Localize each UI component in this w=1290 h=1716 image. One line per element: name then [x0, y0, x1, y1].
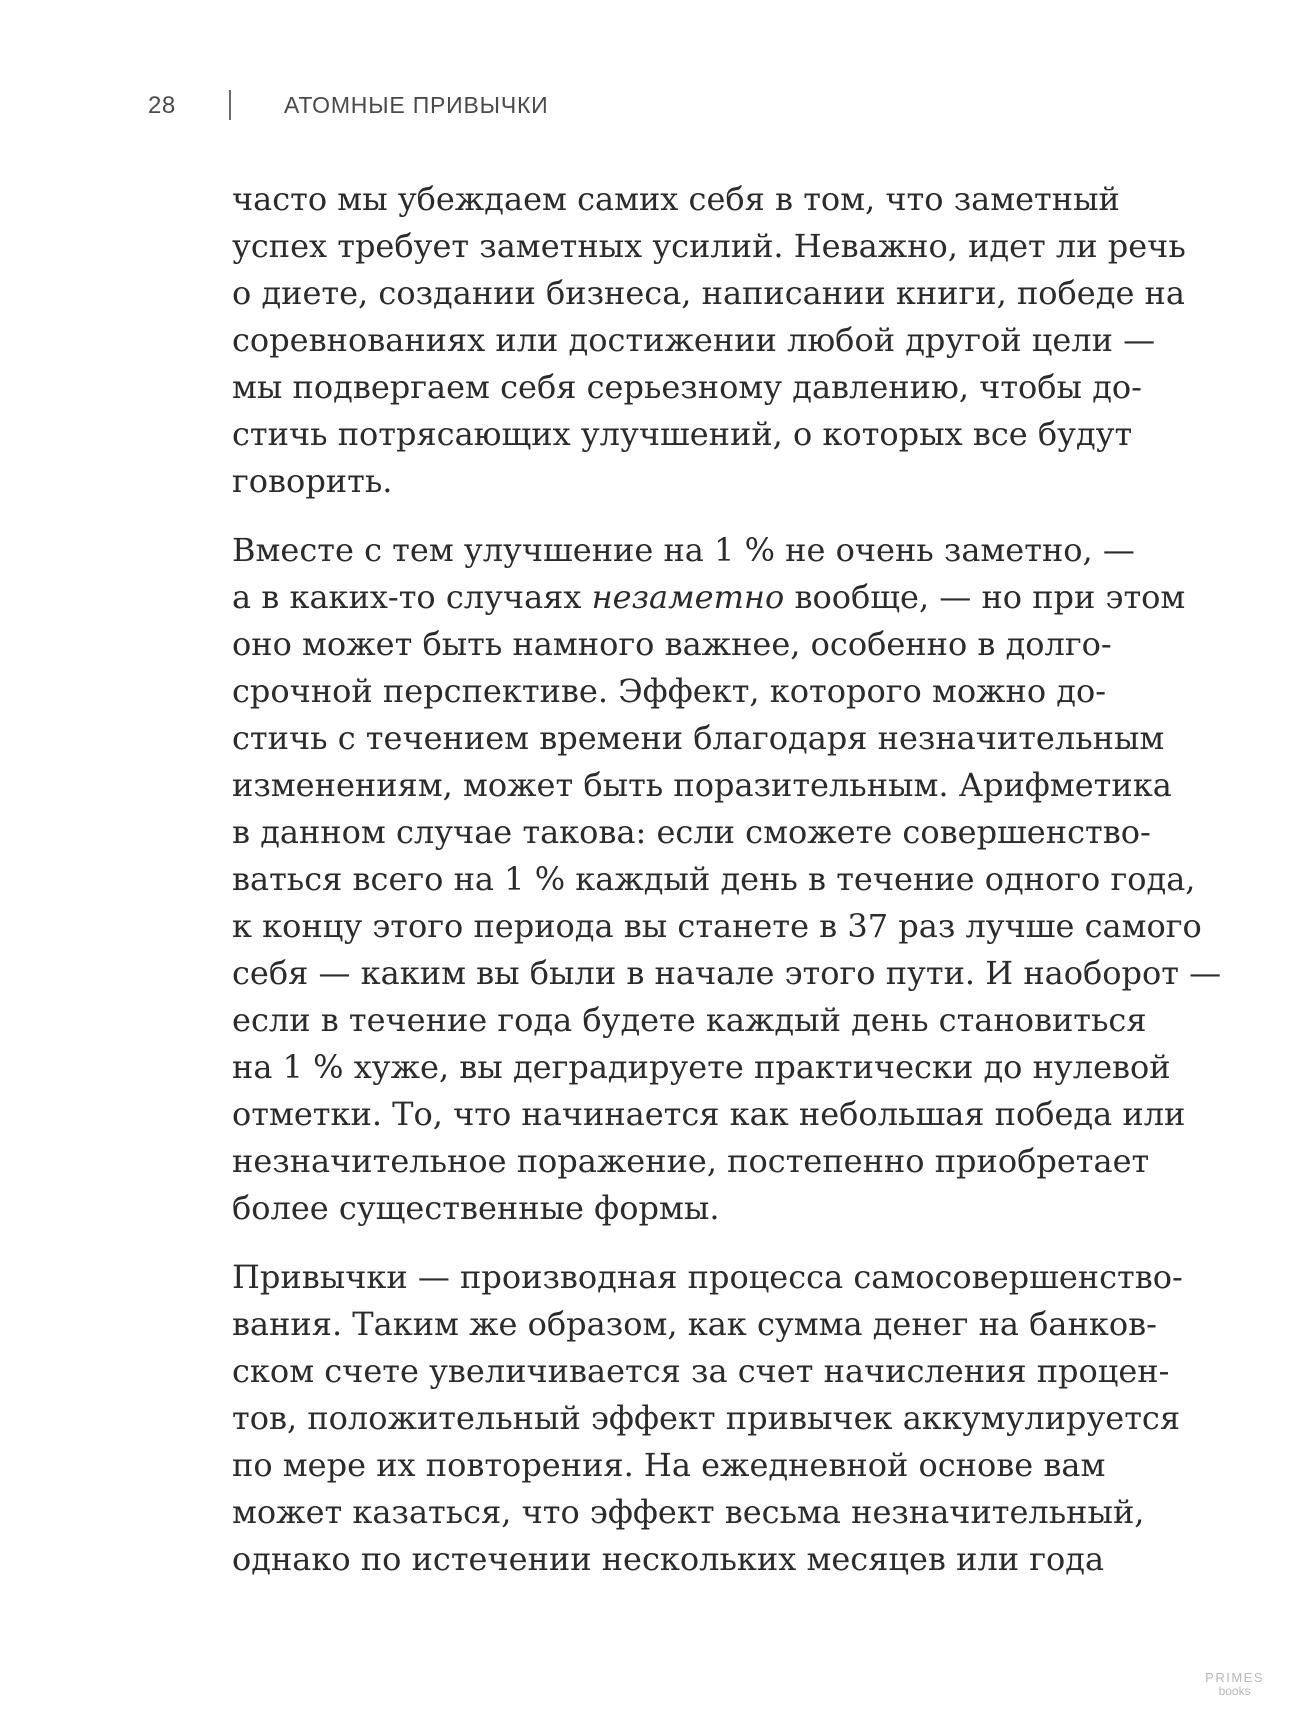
text-line: мы подвергаем себя серьезному давлению, чтобы до-	[232, 368, 1142, 406]
text-line: вания. Таким же образом, как сумма денег на банков-	[232, 1305, 1157, 1343]
header-divider	[229, 90, 231, 120]
emphasized-word: незаметно	[591, 578, 785, 616]
text-line: незначительное поражение, постепенно приобретает	[232, 1142, 1150, 1180]
running-header	[0, 84, 1290, 132]
text-line: о диете, создании бизнеса, написании книги, победе на	[232, 274, 1185, 312]
text-line: часто мы убеждаем самих себя в том, что заметный	[232, 180, 1120, 218]
text-line: говорить.	[232, 462, 393, 500]
paragraph	[232, 176, 1186, 505]
watermark-line-1: PRIMES	[1205, 1670, 1264, 1685]
text-line: себя — каким вы были в начале этого пути. И наоборот —	[232, 954, 1222, 992]
text-line: оно может быть намного важнее, особенно в долго-	[232, 625, 1112, 663]
watermark-line-2: books	[1218, 1684, 1251, 1698]
text-line: тов, положительный эффект привычек аккумулируется	[232, 1399, 1181, 1437]
text-line: ваться всего на 1 % каждый день в течение одного года,	[232, 860, 1196, 898]
text-run: вообще, — но при этом	[784, 578, 1186, 616]
text-line: срочной перспективе. Эффект, которого можно до-	[232, 672, 1107, 710]
page-number: 28	[148, 92, 176, 119]
paragraph	[232, 527, 1222, 1232]
text-line: ском счете увеличивается за счет начисления процен-	[232, 1352, 1170, 1390]
publisher-watermark	[1205, 1671, 1264, 1698]
text-line: может казаться, что эффект весьма незначительный,	[232, 1493, 1145, 1531]
text-line: однако по истечении нескольких месяцев или года	[232, 1540, 1105, 1578]
text-run: а в каких-то случаях	[232, 578, 592, 616]
text-line: к концу этого периода вы станете в 37 раз лучше самого	[232, 907, 1202, 945]
paragraph	[232, 1254, 1183, 1583]
text-line: соревнованиях или достижении любой другой цели —	[232, 321, 1156, 359]
text-line: стичь с течением времени благодаря незначительным	[232, 719, 1165, 757]
text-line: успех требует заметных усилий. Неважно, идет ли речь	[232, 227, 1186, 265]
text-line: стичь потрясающих улучшений, о которых все будут	[232, 415, 1133, 453]
text-line: в данном случае такова: если сможете совершенство-	[232, 813, 1151, 851]
text-line: Вместе с тем улучшение на 1 % не очень заметно, —	[232, 531, 1135, 569]
text-line: изменениям, может быть поразительным. Арифметика	[232, 766, 1172, 804]
text-line: более существенные формы.	[232, 1189, 720, 1227]
text-line: Привычки — производная процесса самосовершенство-	[232, 1258, 1183, 1296]
text-line: по мере их повторения. На ежедневной основе вам	[232, 1446, 1106, 1484]
text-line: на 1 % хуже, вы деградируете практически до нулевой	[232, 1048, 1171, 1086]
text-line: отметки. То, что начинается как небольшая победа или	[232, 1095, 1186, 1133]
book-title: АТОМНЫЕ ПРИВЫЧКИ	[284, 92, 549, 118]
body-text	[232, 176, 1222, 1605]
text-line	[232, 574, 1186, 621]
text-line: если в течение года будете каждый день становиться	[232, 1001, 1147, 1039]
